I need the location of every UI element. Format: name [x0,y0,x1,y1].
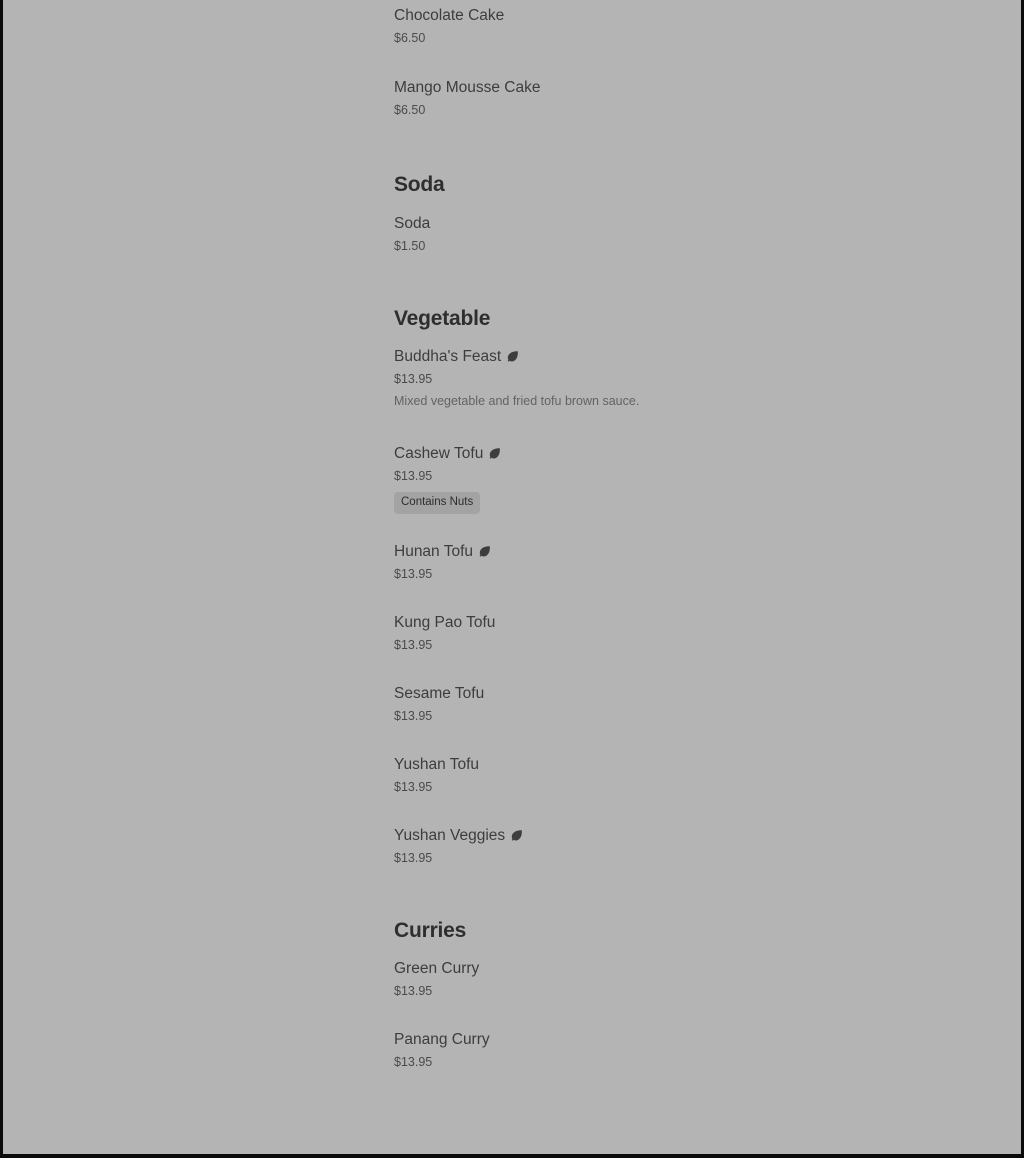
menu-item-name: Yushan Tofu [394,756,480,773]
menu-item-price: $13.95 [394,469,433,483]
menu-item-name: Green Curry [394,960,480,977]
menu-item-price: $13.95 [394,1055,433,1069]
menu-item-name [394,826,914,846]
section-title: Curries [394,919,467,942]
menu-item-price: $13.95 [394,638,433,652]
spacer [394,47,914,78]
menu-section-soda [394,173,914,255]
menu-item-price: $13.95 [394,851,433,865]
menu-section-continued [394,0,914,119]
menu-item-name [394,347,914,367]
menu-item-tags [394,485,914,514]
spacer [394,410,914,444]
menu-item-price: $1.50 [394,239,426,253]
leaf-icon [510,829,523,842]
spacer [394,119,914,173]
spacer [394,197,914,214]
menu-section-curries [394,919,914,1071]
menu-item[interactable] [394,1030,914,1071]
menu-item[interactable] [394,542,914,583]
menu-item-name [394,542,914,562]
menu-item-price: $13.95 [394,372,433,386]
menu-item[interactable] [394,755,914,796]
menu-item-price: $13.95 [394,709,433,723]
spacer [394,583,914,613]
menu-item[interactable] [394,0,914,47]
menu-item[interactable] [394,959,914,1000]
menu-item[interactable] [394,613,914,654]
menu-item-name: Kung Pao Tofu [394,614,496,631]
section-title: Soda [394,173,445,196]
spacer [394,255,914,307]
spacer [394,514,914,542]
menu-item[interactable] [394,347,914,410]
menu-item-label: Buddha's Feast [394,348,502,365]
spacer [394,867,914,919]
menu-item-price: $13.95 [394,567,433,581]
menu-item-name: Soda [394,215,431,232]
menu-item-label: Cashew Tofu [394,445,484,462]
menu-item-price: $6.50 [394,103,426,117]
menu-item-name: Panang Curry [394,1031,490,1048]
section-title: Vegetable [394,307,491,330]
menu-item-price: $13.95 [394,984,433,998]
spacer [394,654,914,684]
menu-item[interactable] [394,214,914,255]
menu-item[interactable] [394,444,914,514]
menu-item-label: Yushan Veggies [394,827,506,844]
menu-item[interactable] [394,826,914,867]
menu-item-name [394,444,914,464]
menu-section-vegetable [394,307,914,867]
spacer [394,725,914,755]
spacer [394,331,914,347]
menu-item-name: Chocolate Cake [394,7,505,24]
leaf-icon [506,350,519,363]
menu-item-price: $13.95 [394,780,433,794]
page-bottom-edge [0,1154,1024,1158]
spacer [394,796,914,826]
menu-item-label: Hunan Tofu [394,543,473,560]
menu-item-name: Mango Mousse Cake [394,79,541,96]
status-badge: Contains Nuts [394,492,480,514]
menu-item[interactable] [394,78,914,119]
menu-item-description: Mixed vegetable and fried tofu brown sauce. [394,394,640,408]
leaf-icon [478,545,491,558]
page-left-edge [0,0,3,1155]
menu-item-price: $6.50 [394,31,426,45]
menu-content-column [394,0,914,1071]
menu-item[interactable] [394,684,914,725]
spacer [394,1000,914,1030]
leaf-icon [488,447,501,460]
spacer [394,943,914,959]
menu-item-name: Sesame Tofu [394,685,485,702]
